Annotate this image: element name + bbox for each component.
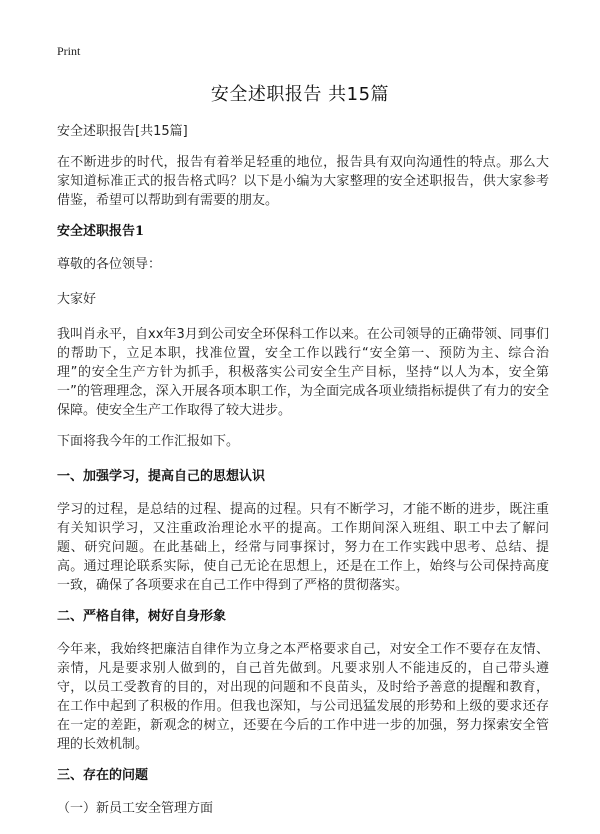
- document-title: 安全述职报告 共15篇: [210, 84, 390, 105]
- report1-heading: 安全述职报告1: [57, 224, 145, 239]
- section2-heading: 二、严格自律，树好自身形象: [57, 609, 227, 624]
- print-label[interactable]: Print: [57, 44, 81, 58]
- section2-paragraph: 今年来，我始终把廉洁自律作为立身之本严格要求自己，对安全工作不要存在友情、亲情，凡是要求别人做到的，自己首先做到。凡要求别人不能违反的，自己带头遵守，以员工受教育的目的，对出现的问题和不良苗头，及时给予善意的提醒和教育，在工作中起到了积极的作用。但我也深知，与公司迅猛发展的形势和上级的要求还存在一定的差距，新观念的树立，还要在今后的工作中进一步的加强，努力探索安全管理的长效机制。: [57, 642, 549, 752]
- section3-heading: 三、存在的问题: [57, 768, 149, 783]
- document-subtitle: 安全述职报告[共15篇]: [57, 124, 188, 139]
- self-intro-paragraph: 我叫肖永平，自xx年3月到公司安全环保科工作以来。在公司领导的正确带领、同事们的帮助下，立足本职，找准位置，安全工作以践行“安全第一、预防为主、综合治理”的安全生产方针为抓手，积极落实公司安全生产目标，坚持“以人为本，安全第一”的管理理念，深入开展各项本职工作，为全面完成各项业绩指标提供了有力的安全保障。使安全生产工作取得了较大进步。: [57, 327, 549, 418]
- section1-paragraph: 学习的过程，是总结的过程、提高的过程。只有不断学习，才能不断的进步，既注重有关知识学习，又注重政治理论水平的提高。工作期间深入班组、职工中去了解问题、研究问题。在此基础上，经常与同事探讨，努力在工作实践中思考、总结、提高。通过理论联系实际，使自己无论在思想上，还是在工作上，始终与公司保持高度一致，确保了各项要求在自己工作中得到了严格的贯彻落实。: [57, 502, 549, 593]
- report-intro: 下面将我今年的工作汇报如下。: [57, 434, 240, 449]
- section1-heading: 一、加强学习，提高自己的思想认识: [57, 469, 266, 484]
- salutation: 尊敬的各位领导：: [57, 257, 162, 272]
- intro-paragraph: 在不断进步的时代，报告有着举足轻重的地位，报告具有双向沟通性的特点。那么大家知道标准正式的报告格式吗？以下是小编为大家整理的安全述职报告，供大家参考借鉴，希望可以帮助到有需要的朋友。: [57, 155, 549, 208]
- greeting: 大家好: [57, 292, 97, 307]
- section3-subheading: （一）新员工安全管理方面: [57, 801, 214, 816]
- document-body: [57, 122, 549, 834]
